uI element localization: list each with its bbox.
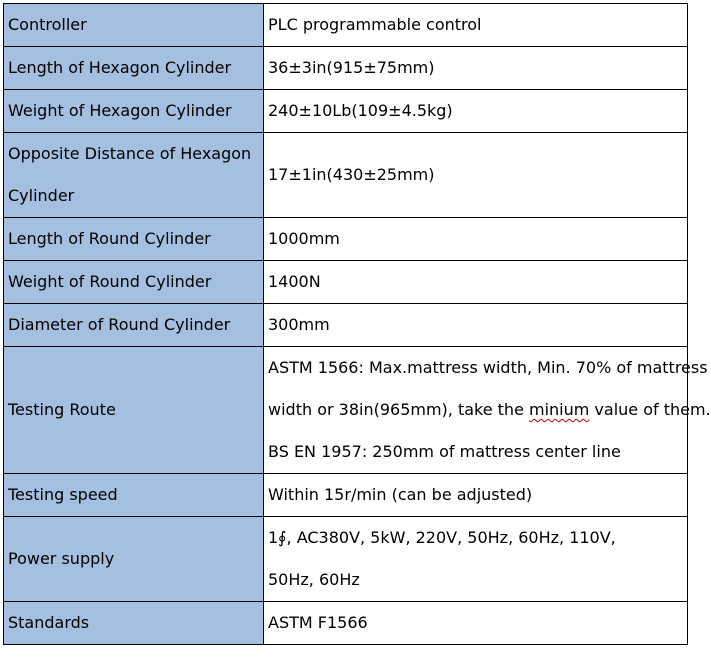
value-line: 1400N <box>268 272 321 291</box>
table-row-round-length <box>4 218 688 261</box>
row-label: Testing Route <box>4 347 264 474</box>
row-value <box>264 517 688 602</box>
row-value <box>264 261 688 304</box>
value-line: 300mm <box>268 315 330 334</box>
row-label: Weight of Round Cylinder <box>4 261 264 304</box>
table-row-round-weight <box>4 261 688 304</box>
row-value <box>264 4 688 47</box>
row-value <box>264 602 688 645</box>
row-label: Power supply <box>4 517 264 602</box>
row-label <box>4 133 264 218</box>
value-line: ASTM F1566 <box>268 613 368 632</box>
row-value <box>264 133 688 218</box>
value-line: BS EN 1957: 250mm of mattress center line <box>268 442 621 461</box>
row-label: Testing speed <box>4 474 264 517</box>
row-label: Length of Hexagon Cylinder <box>4 47 264 90</box>
row-value <box>264 218 688 261</box>
value-text: value of them. <box>589 400 711 419</box>
value-text: width or 38in(965mm), take the <box>268 400 529 419</box>
row-label: Weight of Hexagon Cylinder <box>4 90 264 133</box>
table-row-testing-speed <box>4 474 688 517</box>
value-line: ASTM 1566: Max.mattress width, Min. 70% of mattress <box>268 358 708 377</box>
table-row-standards <box>4 602 688 645</box>
value-line: 17±1in(430±25mm) <box>268 165 435 184</box>
table-row-hexagon-weight <box>4 90 688 133</box>
value-line: 50Hz, 60Hz <box>268 570 360 589</box>
table-row-testing-route <box>4 347 688 474</box>
value-line: PLC programmable control <box>268 15 482 34</box>
table-row-round-diameter <box>4 304 688 347</box>
row-label: Diameter of Round Cylinder <box>4 304 264 347</box>
value-line: 36±3in(915±75mm) <box>268 58 435 77</box>
row-value <box>264 347 711 474</box>
spellcheck-flagged-word: minium <box>529 400 590 419</box>
table-row-hexagon-length <box>4 47 688 90</box>
row-value <box>264 47 688 90</box>
value-line <box>268 389 711 431</box>
value-line: 1∮, AC380V, 5kW, 220V, 50Hz, 60Hz, 110V, <box>268 528 616 547</box>
row-value <box>264 474 688 517</box>
row-label: Length of Round Cylinder <box>4 218 264 261</box>
row-value <box>264 304 688 347</box>
table-row-power-supply <box>4 517 688 602</box>
value-line: Within 15r/min (can be adjusted) <box>268 485 533 504</box>
row-label: Standards <box>4 602 264 645</box>
specification-table <box>3 3 711 645</box>
label-line: Cylinder <box>8 186 75 205</box>
row-label: Controller <box>4 4 264 47</box>
table-row-hexagon-opposite-distance <box>4 133 688 218</box>
table-row-controller <box>4 4 688 47</box>
row-value <box>264 90 688 133</box>
value-line: 240±10Lb(109±4.5kg) <box>268 101 453 120</box>
label-line: Opposite Distance of Hexagon <box>8 144 252 163</box>
value-line: 1000mm <box>268 229 340 248</box>
